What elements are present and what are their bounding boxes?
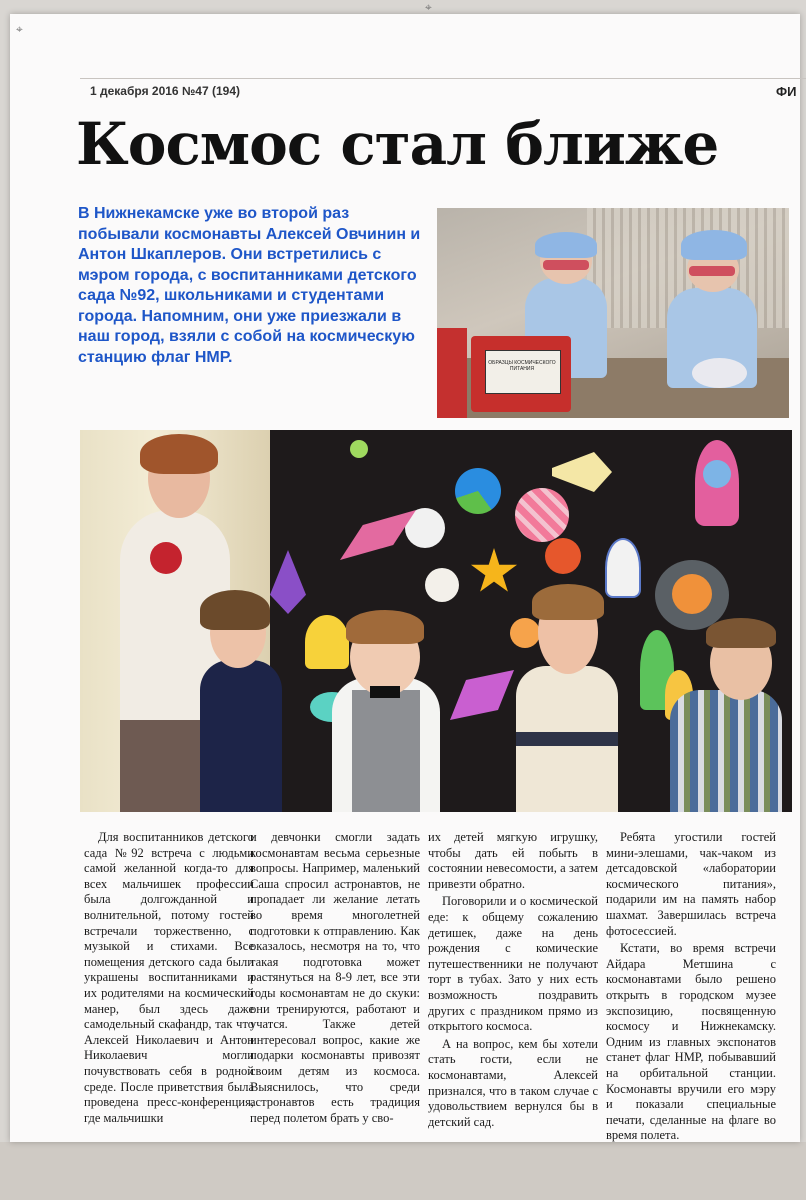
article-column-4 [606,830,776,1144]
crop-mark-icon: ⌖ [16,22,23,36]
article-column-3 [428,830,598,1130]
section-tag: ФИ [776,84,797,99]
issue-dateline: 1 декабря 2016 №47 (194) [90,84,240,98]
paragraph: их детей мягкую игрушку, чтобы дать ей побыть в состоянии невесомости, а затем привезти обратно. [428,830,598,891]
paragraph: и девчонки смогли задать космонавтам весьма серьезные вопросы. Например, маленький Саша спросил астронавтов, не пропадает ли желание летать во время многолетней подготовки к отправлению. Как оказалось, несмотря на то, что такая подготовка может растянуться на 8-9 лет, все эти годы космонавтам не до скуки: они тренируются, работают и учатся. Также детей интересовал вопрос, какие же подарки космонавты привозят своим детям из космоса. Выяснилось, что среди астронавтов есть традиция перед полетом брать у сво- [250,830,420,1125]
paragraph: А на вопрос, кем бы хотели стать гости, если не космонавтами, Алексей признался, что в таком случае с удовольствием вернулся бы в детский сад. [428,1036,598,1129]
article-column-1 [84,830,254,1126]
photo-kids-space-board [80,430,792,812]
paragraph: Ребята угостили гостей мини-элешами, чак-чаком из детсадовской «лаборатории космического питания», подарили им на память набор шахмат. Завершилась встреча фотосессией. [606,830,776,938]
article-headline: Космос стал ближе [76,110,719,178]
article-column-2 [250,830,420,1126]
scan-background [0,1142,806,1200]
paragraph: Для воспитанников детского сада №92 встреча с людьми самой желанной когда-то для всех мальчишек профессии была долгожданной и волнительной, потому гостей встречали торжественно, с музыкой и стихами. Все помещения детского сада были украшены воспитанниками и их родителями на космический манер, был здесь даже самодельный скафандр, так что Алексей Николаевич и Антон Николаевич могли почувствовать себя в родной среде. После приветствия была проведена пресс-конференция, где мальчишки [84,830,254,1125]
paragraph: Кстати, во время встречи Айдара Метшина с космонавтами было решено открыть в городском музее экспозицию, посвященную космосу и Нижнекамску. Одним из главных экспонатов станет флаг НМР, побывавший на орбитальной станции. Космонавты вручили его мэру и показали специальные печати, сделанные на флаге во время полета. [606,941,776,1143]
photo-children-lab [437,208,789,418]
header-rule [80,78,806,79]
food-box-label: ОБРАЗЦЫ КОСМИЧЕСКОГО ПИТАНИЯ [488,360,556,372]
crop-mark-icon: ⌖ [425,0,432,14]
article-lead: В Нижнекамске уже во второй раз побывали космонавты Алексей Овчинин и Антон Шкаплеров. Они встретились с мэром города, с воспитанниками детского сада №92, школьниками и студентами города. Напомним, они уже приезжали в наш город, взяли с собой на космическую станцию флаг НМР. [78,205,421,366]
paragraph: Поговорили и о космической еде: к общему сожалению детишек, даже на день рождения с комические путешественники не получают торт в тубах. Зато у них есть возможность поздравить других с праздником прямо из открытого космоса. [428,894,598,1034]
